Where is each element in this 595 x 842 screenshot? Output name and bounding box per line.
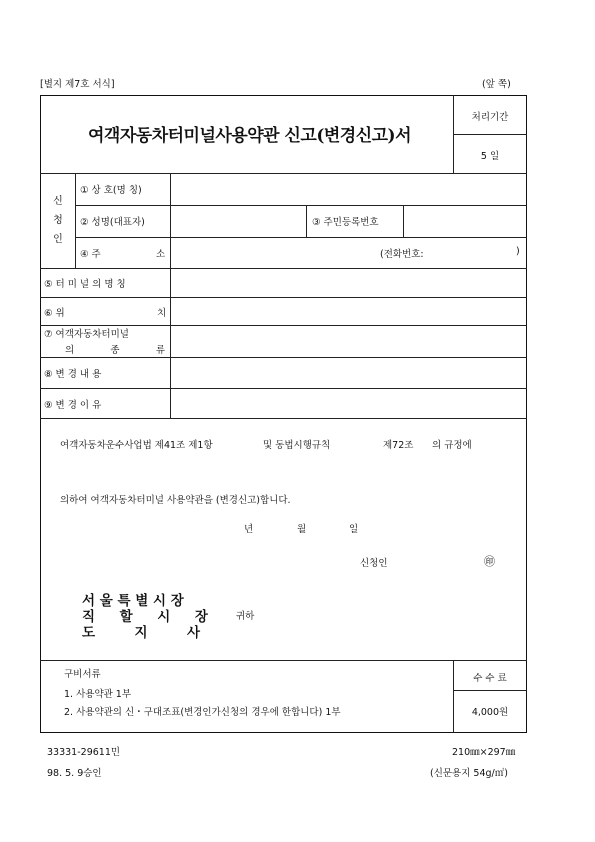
representative-name-label: ② 성명(대표자)	[80, 217, 145, 228]
location-marker: ⑥ 위	[44, 308, 65, 319]
recipient-metro: 직 할 시 장	[82, 609, 208, 625]
statement-rule: 및 동법시행규칙	[263, 440, 331, 451]
processing-period-value: 5 일	[480, 151, 500, 162]
recipient-honorific: 귀하	[236, 611, 255, 622]
processing-period-label: 처리기간	[471, 112, 509, 123]
required-document-1: 1. 사용약관 1부	[64, 689, 132, 700]
form-title: 여객자동차터미널사용약관 신고(변경신고)서	[88, 126, 412, 146]
date-day-label: 일	[349, 524, 359, 535]
fee-value: 4,000원	[471, 707, 509, 718]
page-side: (앞 쪽)	[482, 79, 511, 90]
address-marker: ④ 주	[80, 249, 101, 260]
phone-label: (전화번호:	[380, 249, 424, 260]
terminal-type-label-2: 의 종 류	[65, 345, 165, 356]
recipient-province: 도 지 사	[82, 625, 200, 641]
terminal-name-label: ⑤ 터 미 널 의 명 칭	[44, 279, 126, 290]
change-content-label: ⑧ 변 경 내 용	[44, 369, 102, 380]
statement-body: 의하여 여객자동차터미널 사용약관을 (변경신고)합니다.	[60, 495, 291, 506]
applicant-section-label: 신 청 인	[53, 196, 63, 245]
phone-close: )	[516, 246, 520, 257]
statement-article: 제72조	[383, 440, 414, 451]
date-month-label: 월	[297, 524, 307, 535]
approval-date: 98. 5. 9승인	[47, 768, 102, 779]
date-year-label: 년	[244, 524, 254, 535]
seal-mark: ㊞	[484, 555, 495, 568]
fee-label: 수 수 료	[473, 673, 507, 684]
form-code: 33331-29611민	[47, 747, 121, 758]
form-number: [별지 제7호 서식]	[40, 79, 115, 90]
address-label: 소	[156, 249, 166, 260]
business-name-label: ① 상 호(명 칭)	[80, 185, 142, 196]
paper-type: (신문용지 54g/㎡)	[430, 768, 508, 779]
resident-number-label: ③ 주민등록번호	[312, 217, 379, 228]
required-documents-title: 구비서류	[64, 669, 101, 680]
recipient-seoul: 서 울 특 별 시 장	[82, 593, 184, 609]
statement-law: 여객자동차운수사업법 제41조 제1항	[60, 440, 213, 451]
location-label: 치	[157, 308, 167, 319]
statement-provision: 의 규정에	[432, 440, 472, 451]
terminal-type-label-1: ⑦ 여객자동차터미널	[44, 329, 129, 340]
applicant-signature-label: 신청인	[360, 558, 388, 569]
change-reason-label: ⑨ 변 경 이 유	[44, 400, 102, 411]
required-document-2: 2. 사용약관의 신・구대조표(변경인가신청의 경우에 한합니다) 1부	[64, 707, 341, 718]
paper-size: 210㎜×297㎜	[452, 747, 516, 758]
